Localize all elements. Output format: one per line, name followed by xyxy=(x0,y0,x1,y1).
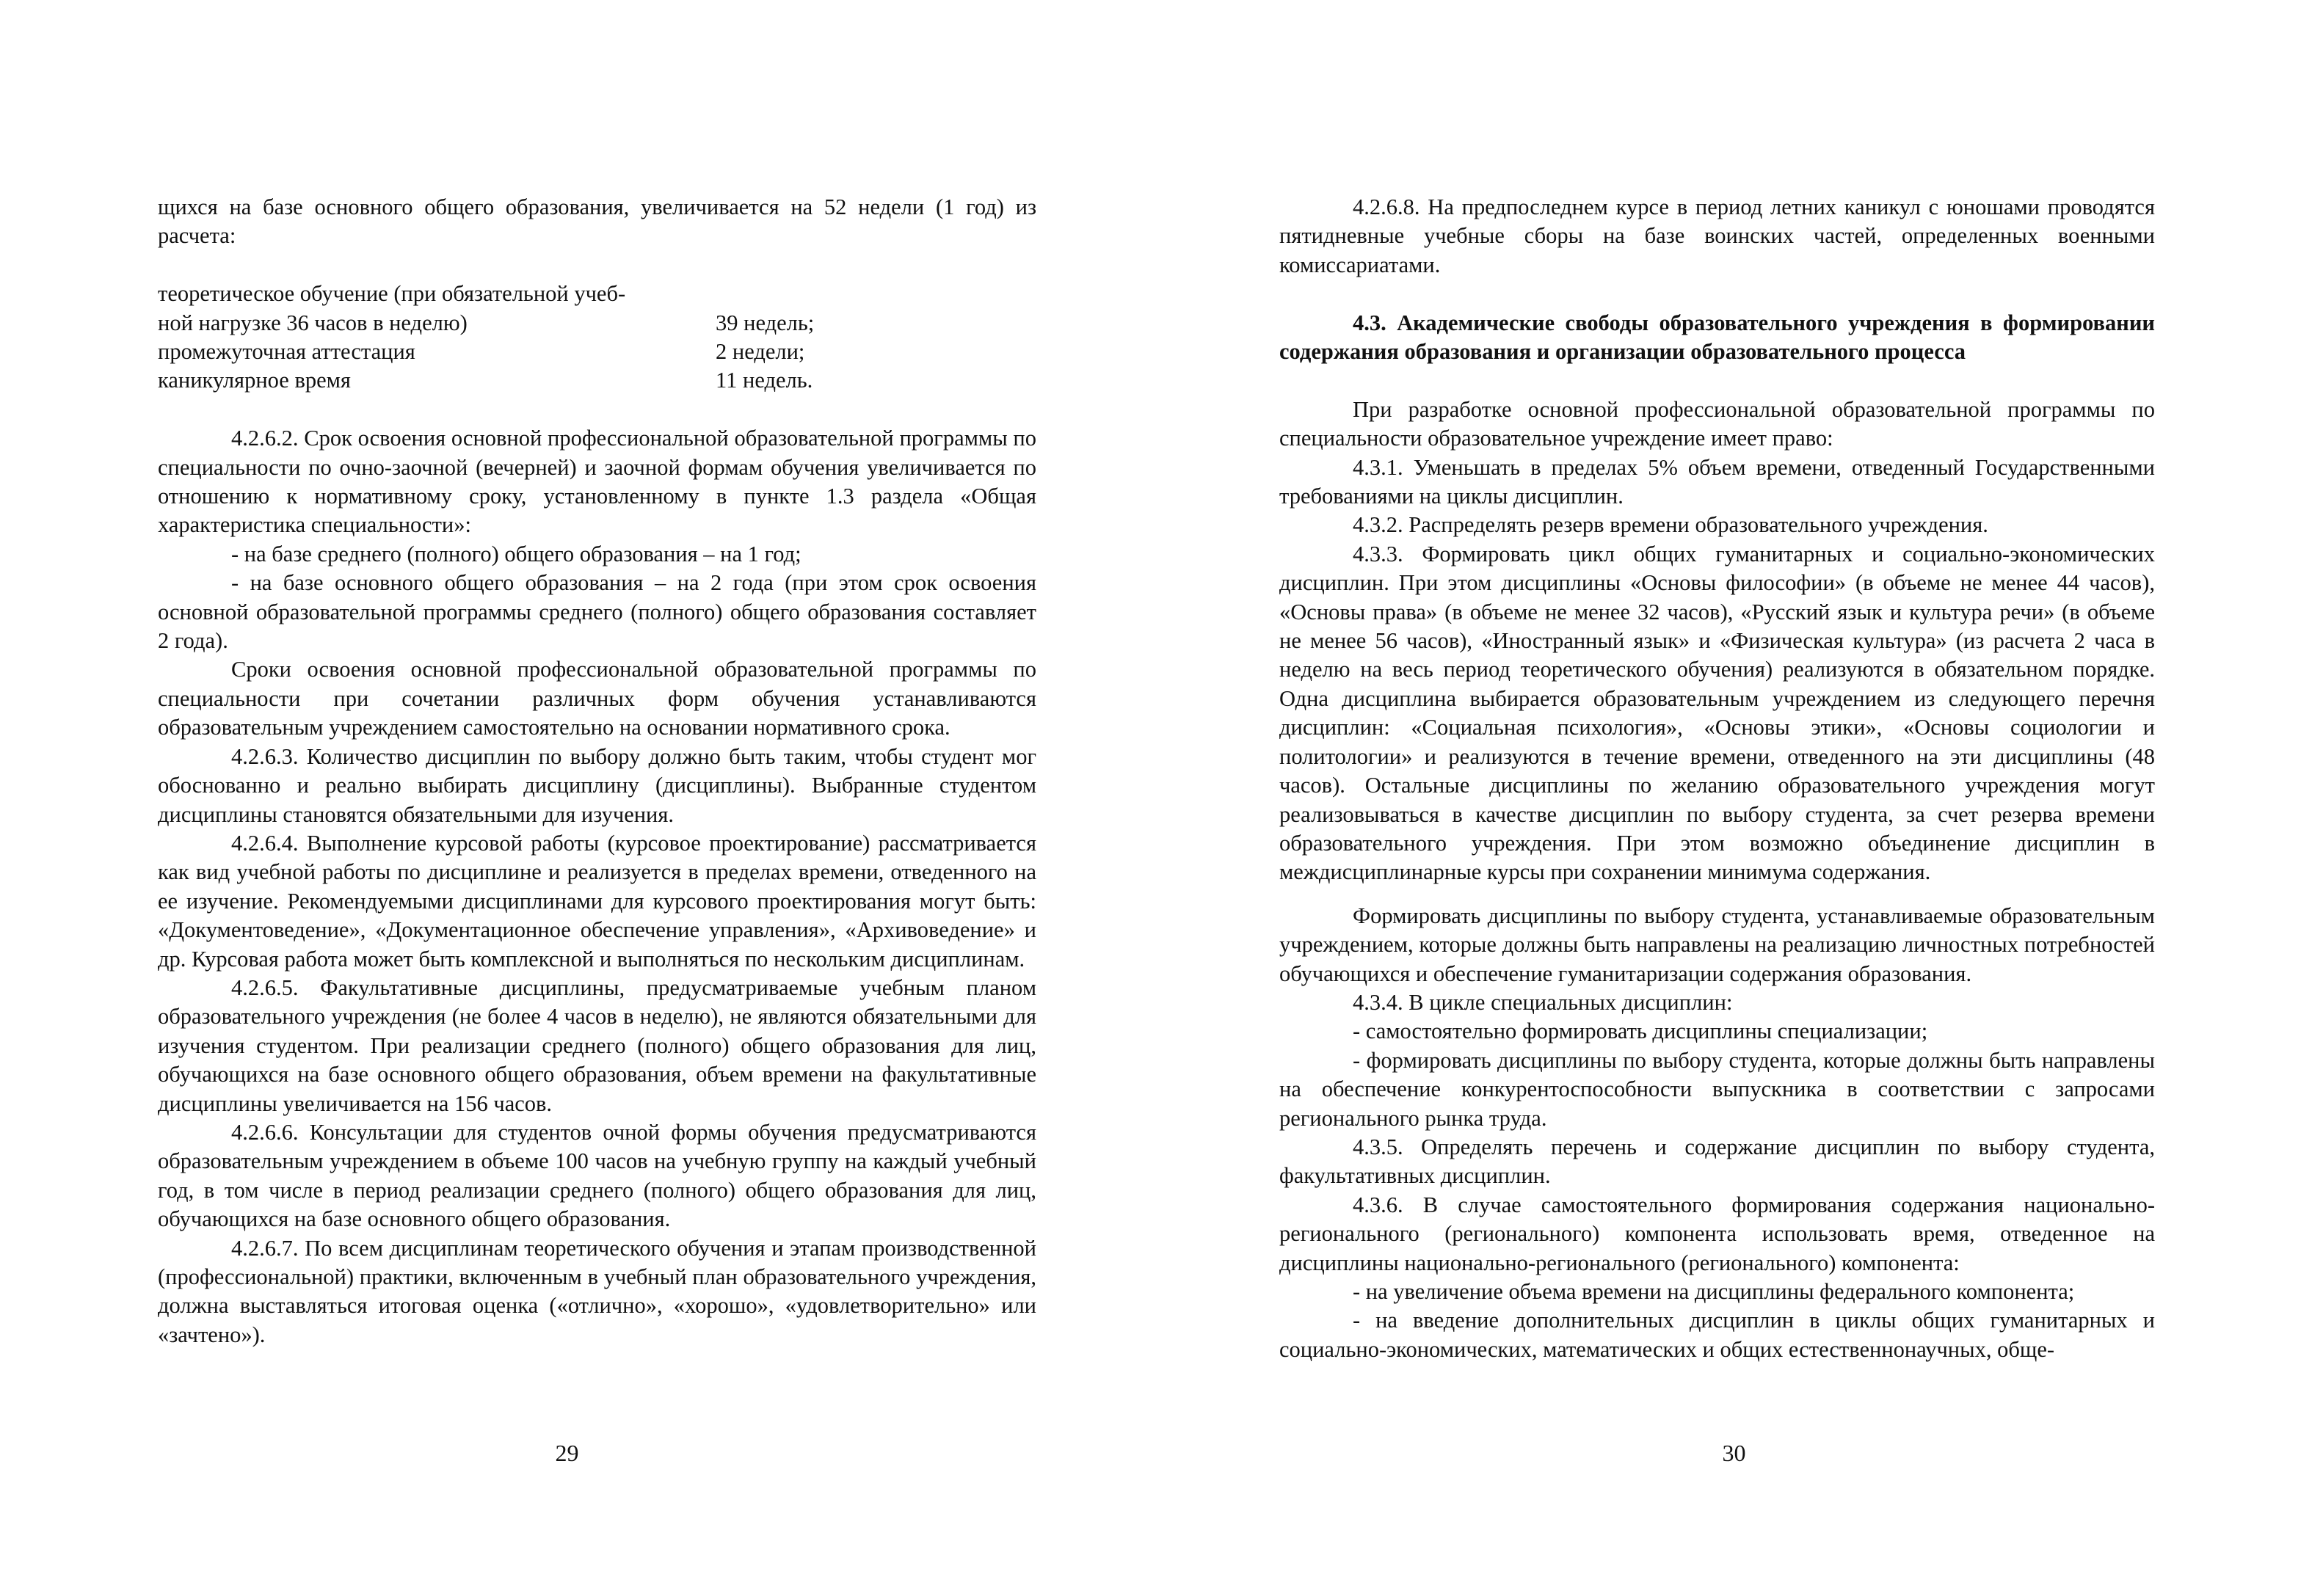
paragraph: - формировать дисциплины по выбору студента, которые должны быть направлены на обеспечение конкурентоспособности выпускника в соответствии с запросами регионального рынка труда. xyxy=(1279,1047,2155,1131)
paragraph: 4.2.6.3. Количество дисциплин по выбору должно быть таким, чтобы студент мог обоснованно и реально выбирать дисциплину (дисциплины). Выбранные студентом дисциплины становятся обязательными для изучения. xyxy=(158,743,1036,827)
attestation-value: 2 недели; xyxy=(716,339,805,365)
attestation-label: ной нагрузке 36 часов в неделю) xyxy=(158,310,468,335)
attestation-value: 39 недель; xyxy=(716,310,815,335)
attestation-row xyxy=(158,366,1036,395)
paragraph: 4.3.4. В цикле специальных дисциплин: xyxy=(1353,989,1733,1015)
attestation-label: каникулярное время xyxy=(158,368,351,393)
paragraph: 4.2.6.6. Консультации для студентов очной формы обучения предусматриваются образовательным учреждением в объеме 100 часов на учебную группу на каждый учебный год, в том числе в период реализации среднего (полного) общего образования для лиц, обучающихся на базе основного общего образования. xyxy=(158,1119,1036,1232)
paragraph: 4.3.3. Формировать цикл общих гуманитарных и социально-экономических дисциплин. При этом дисциплины «Основы философии» (в объеме не менее 44 часов), «Основы права» (в объеме не менее 32 часов), «Русский язык и культура речи» (в объеме не менее 56 часов), «Иностранный язык» и «Физическая культура» (из расчета 2 часа в неделю на весь период теоретического обучения) реализуются в обязательном порядке. Одна дисциплина выбирается образовательным учреждением из следующего перечня дисциплин: «Социальная психология», «Основы этики», «Основы социологии и политологии» и реализуются в течение времени, отведенного на эти дисциплины (48 часов). Остальные дисциплины по желанию образовательного учреждения могут реализовываться в качестве дисциплин по выбору студента, за счет резерва времени образовательного учреждения. При этом возможно объединение дисциплин в междисциплинарные курсы при сохранении минимума содержания. xyxy=(1279,541,2155,885)
spacer xyxy=(1279,887,2155,902)
paragraph: 4.3.5. Определять перечень и содержание дисциплин по выбору студента, факультативных дисциплин. xyxy=(1279,1134,2155,1189)
spacer xyxy=(1279,366,2155,395)
paragraph: 4.2.6.5. Факультативные дисциплины, предусматриваемые учебным планом образовательного учреждения (не более 4 часов в неделю), не являются обязательными для изучения студентом. При реализации среднего (полного) общего образования для лиц, обучающихся на базе основного общего образования, объем времени на факультативные дисциплины увеличивается на 156 часов. xyxy=(158,974,1036,1116)
attestation-table xyxy=(158,280,1036,396)
paragraph: 4.2.6.2. Срок освоения основной профессиональной образовательной программы по специальности по очно-заочной (вечерней) и заочной формам обучения увеличивается по отношению к нормативному сроку, установленному в пункте 1.3 раздела «Общая характеристика специальности»: xyxy=(158,426,1036,538)
attestation-value xyxy=(716,280,1036,308)
paragraph: При разработке основной профессиональной образовательной программы по специальности образовательное учреждение имеет право: xyxy=(1279,396,2155,451)
attestation-value: 11 недель. xyxy=(716,368,813,393)
section-heading: 4.3. Академические свободы образовательного учреждения в формировании содержания образования и организации образовательного процесса xyxy=(1279,310,2155,365)
attestation-row xyxy=(158,338,1036,366)
attestation-row xyxy=(158,280,1036,308)
paragraph: 4.3.6. В случае самостоятельного формирования содержания национально-регионального (регионального) компонента использовать время, отведенное на дисциплины национально-регионального (регионального) компонента: xyxy=(1279,1192,2155,1275)
paragraph: - на базе среднего (полного) общего образования – на 1 год; xyxy=(231,541,801,566)
paragraph: 4.2.6.7. По всем дисциплинам теоретического обучения и этапам производственной (профессиональной) практики, включенным в учебный план образовательного учреждения, должна выставляться итоговая оценка («отлично», «хорошо», «удовлетворительно» или «зачтено»). xyxy=(158,1235,1036,1347)
paragraph: Формировать дисциплины по выбору студента, устанавливаемые образовательным учреждением, которые должны быть направлены на реализацию личностных потребностей обучающихся и обеспечение гуманитаризации содержания образования. xyxy=(1279,903,2155,986)
paragraph: - самостоятельно формировать дисциплины специализации; xyxy=(1353,1019,1928,1044)
right-page-text xyxy=(1279,193,2155,1364)
paragraph: 4.2.6.8. На предпоследнем курсе в период летних каникул с юношами проводятся пятидневные учебные сборы на базе воинских частей, определенных военными комиссариатами. xyxy=(1279,194,2155,277)
paragraph: 4.2.6.4. Выполнение курсовой работы (курсовое проектирование) рассматривается как вид учебной работы по дисциплине и реализуется в пределах времени, отведенного на ее изучение. Рекомендуемыми дисциплинами для курсового проектирования могут быть: «Документоведение», «Документационное обеспечение управления», «Архивоведение» и др. Курсовая работа может быть комплексной и выполняться по нескольким дисциплинам. xyxy=(158,830,1036,972)
left-page-text xyxy=(158,193,1036,1349)
paragraph: 4.3.1. Уменьшать в пределах 5% объем времени, отведенный Государственными требованиями на циклы дисциплин. xyxy=(1279,454,2155,509)
spacer xyxy=(158,251,1036,280)
paragraph: Сроки освоения основной профессиональной образовательной программы по специальности при сочетании различных форм обучения устанавливаются образовательным учреждением самостоятельно на основании нормативного срока. xyxy=(158,657,1036,740)
page-number: 30 xyxy=(1722,1440,1746,1466)
attestation-label: промежуточная аттестация xyxy=(158,339,415,365)
spacer xyxy=(158,396,1036,424)
spacer xyxy=(1279,280,2155,308)
intro-paragraph: щихся на базе основного общего образования, увеличивается на 52 недели (1 год) из расчета: xyxy=(158,194,1036,249)
attestation-label: теоретическое обучение (при обязательной учеб- xyxy=(158,281,626,307)
paragraph: - на введение дополнительных дисциплин в циклы общих гуманитарных и социально-экономических, математических и общих естественнонаучных, обще- xyxy=(1279,1308,2155,1362)
attestation-row xyxy=(158,309,1036,338)
right-page xyxy=(1156,0,2312,1596)
page-number: 29 xyxy=(555,1440,579,1466)
paragraph: - на увеличение объема времени на дисциплины федерального компонента; xyxy=(1353,1279,2075,1304)
paragraph: 4.3.2. Распределять резерв времени образовательного учреждения. xyxy=(1353,512,1988,538)
paragraph: - на базе основного общего образования – на 2 года (при этом срок освоения основной образовательной программы среднего (полного) общего образования составляет 2 года). xyxy=(158,570,1036,654)
